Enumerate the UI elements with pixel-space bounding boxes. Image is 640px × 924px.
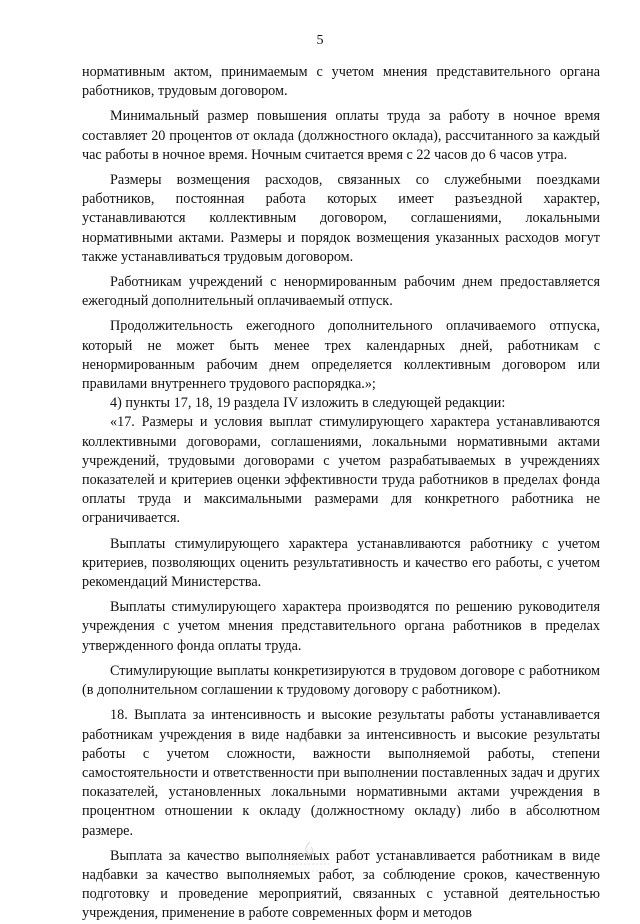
faded-stamp-mark	[280, 838, 340, 882]
paragraph-quality-bonus: Выплата за качество выполняемых работ устанавливается работникам в виде надбавки за качество выполняемых работ, за соблюдение сроков, качественную подготовку и проведение мероприятий, связанных с уставной деятельностью учреждения, применение в работе современных форм и методов	[82, 847, 600, 922]
paragraph-irregular-hours: Работникам учреждений с ненормированным рабочим днем предоставляется ежегодный дополнительный оплачиваемый отпуск.	[82, 274, 600, 310]
paragraph-clause-18: 18. Выплата за интенсивность и высокие результаты работы устанавливается работникам учреждения в виде надбавки за интенсивность и высокие результаты работы с учетом сложности, важности выполняемой работы, степени самостоятельности и ответственности при выполнении поставленных задач и других показателей, установленных локальными нормативными актами учреждения в процентном отношении к окладу (должностному окладу) либо в абсолютном размере.	[82, 707, 600, 839]
paragraph-travel-expenses: Размеры возмещения расходов, связанных со служебными поездками работников, постоянная работа которых имеет разъездной характер, устанавливаются коллективным договором, соглашениями, локальными нормативными актами. Размеры и порядок возмещения указанных расходов могут также устанавливаться трудовым договором.	[82, 172, 600, 265]
paragraph-night-work-pay: Минимальный размер повышения оплаты труда за работу в ночное время составляет 20 процентов от оклада (должностного оклада), рассчитанного за каждый час работы в ночное время. Ночным считается время с 22 часов до 6 часов утра.	[82, 108, 600, 163]
paragraph-additional-leave: Продолжительность ежегодного дополнительного оплачиваемого отпуска, который не может быть менее трех календарных дней, работникам с ненормированным рабочим днем определяется коллективным договором или правилами внутреннего трудового распорядка.»;	[82, 318, 600, 393]
page-number: 5	[316, 33, 324, 48]
paragraph-incentive-decision: Выплаты стимулирующего характера производятся по решению руководителя учреждения с учетом мнения представительного органа работников в пределах утвержденного фонда оплаты труда.	[82, 599, 600, 654]
paragraph-incentive-criteria: Выплаты стимулирующего характера устанавливаются работнику с учетом критериев, позволяющих оценить результативность и качество его работы, с учетом рекомендаций Министерства.	[82, 535, 600, 591]
paragraph-item-4: 4) пункты 17, 18, 19 раздела IV изложить в следующей редакции:	[110, 395, 506, 412]
paragraph-incentive-contract: Стимулирующие выплаты конкретизируются в трудовом договоре с работником (в дополнительном соглашении к трудовому договору с работником).	[82, 662, 600, 699]
paragraph-continuation: нормативным актом, принимаемым с учетом мнения представительного органа работников, трудовым договором.	[82, 64, 600, 100]
paragraph-clause-17: «17. Размеры и условия выплат стимулирующего характера устанавливаются коллективными договорами, соглашениями, локальными нормативными актами учреждений, трудовыми договорами с учетом разрабатываемых в учреждениях показателей и критериев оценки эффективности труда работников в пределах фонда оплаты труда и максимальными размерами для конкретного работника не ограничивается.	[82, 414, 600, 527]
document-body	[82, 63, 600, 924]
